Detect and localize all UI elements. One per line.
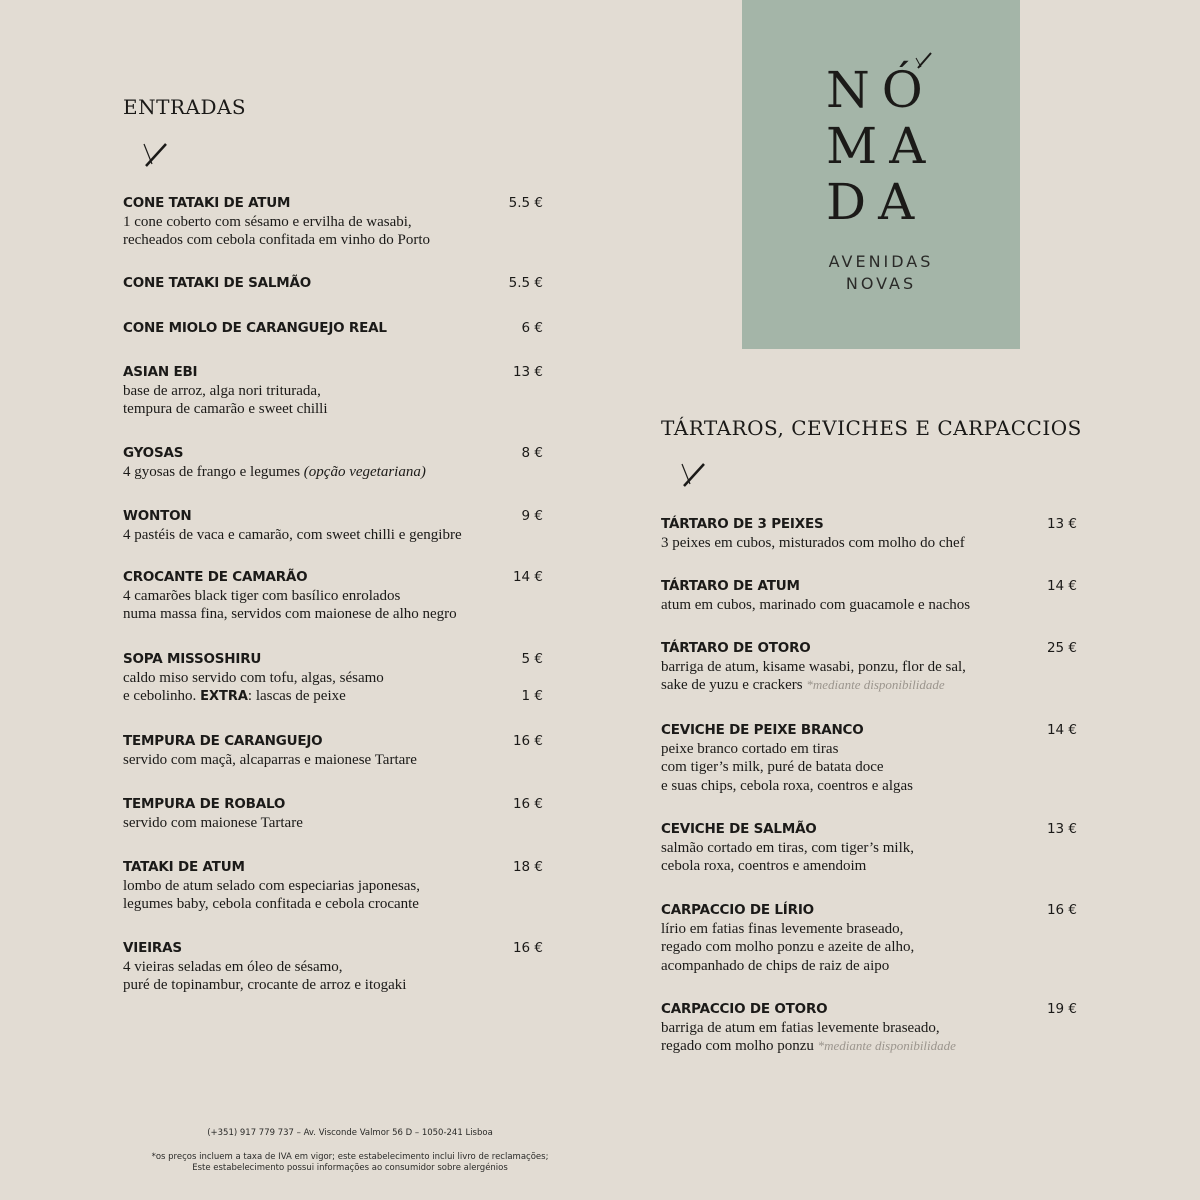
description-text: recheados com cebola confitada em vinho do Porto [123, 232, 430, 248]
description-text: servido com maçã, alcaparras e maionese Tartare [123, 751, 417, 768]
description-text: salmão cortado em tiras, com tiger’s milk, [661, 839, 914, 856]
extra-price: 1 € [521, 688, 543, 704]
item-name: CONE TATAKI DE SALMÃO [123, 275, 312, 291]
menu-item [123, 939, 543, 995]
item-name: CARPACCIO DE LÍRIO [661, 902, 814, 918]
item-name: TÁRTARO DE OTORO [661, 640, 811, 656]
item-name: CONE TATAKI DE ATUM [123, 195, 291, 211]
item-name: CEVICHE DE PEIXE BRANCO [661, 722, 864, 738]
description-text: atum em cubos, marinado com guacamole e nachos [661, 596, 971, 613]
description-text: 4 gyosas de frango e legumes [123, 463, 304, 480]
description-text: peixe branco cortado em tiras [661, 740, 839, 757]
item-price: 19 € [1046, 1001, 1077, 1017]
logo-line: DA [826, 173, 927, 231]
item-price: 8 € [521, 445, 543, 461]
restaurant-logo [742, 0, 1020, 349]
item-name: VIEIRAS [123, 940, 182, 956]
footer-note: *os preços incluem a taxa de IVA em vigor; este estabelecimento inclui livro de reclamações; [151, 1152, 549, 1162]
item-description [661, 676, 1077, 695]
item-description [123, 463, 543, 482]
item-price: 5.5 € [508, 195, 543, 211]
description-text: (opção vegetariana) [303, 463, 426, 480]
item-name: CONE MIOLO DE CARANGUEJO REAL [123, 320, 387, 336]
item-price: 5.5 € [508, 275, 543, 291]
item-price: 16 € [512, 733, 543, 749]
item-description [123, 895, 543, 914]
item-description [123, 382, 543, 401]
item-description [661, 1019, 1077, 1038]
item-name: TÁRTARO DE 3 PEIXES [661, 516, 824, 532]
item-price: 14 € [1046, 578, 1077, 594]
item-description [123, 958, 543, 977]
item-name: CROCANTE DE CAMARÃO [123, 569, 308, 585]
item-description [123, 976, 543, 995]
item-description [123, 877, 543, 896]
item-description [123, 400, 543, 419]
item-price: 6 € [521, 320, 543, 336]
menu-item [123, 194, 543, 250]
logo-subtitle: NOVAS [845, 274, 917, 293]
item-description [123, 814, 543, 833]
menu-item [123, 444, 543, 481]
item-description [661, 777, 1077, 796]
item-price: 13 € [1046, 516, 1077, 532]
item-description [123, 213, 543, 232]
item-description [123, 526, 543, 545]
menu-item [123, 274, 543, 293]
description-text: lombo de atum selado com especiarias japonesas, [123, 877, 420, 894]
chopsticks-icon [140, 140, 170, 170]
description-text: com tiger’s milk, puré de batata doce [661, 759, 884, 775]
description-text: 3 peixes em cubos, misturados com molho do chef [661, 534, 965, 551]
menu-item [123, 363, 543, 419]
menu-item [661, 721, 1077, 795]
description-text: regado com molho ponzu e azeite de alho, [661, 939, 915, 955]
item-description [661, 938, 1077, 957]
item-price: 16 € [1046, 902, 1077, 918]
item-description [123, 231, 543, 250]
description-text: sake de yuzu e crackers [661, 677, 807, 693]
description-text: EXTRA [200, 689, 248, 704]
item-price: 14 € [512, 569, 543, 585]
description-text: e suas chips, cebola roxa, coentros e algas [661, 777, 913, 794]
footer-contact: (+351) 917 779 737 – Av. Visconde Valmor 56 D – 1050-241 Lisboa [207, 1128, 493, 1138]
item-description [661, 1037, 1077, 1056]
logo-line: MA [826, 117, 938, 175]
item-price: 25 € [1046, 640, 1077, 656]
item-description [661, 658, 1077, 677]
item-description [661, 740, 1077, 759]
description-text: servido com maionese Tartare [123, 814, 303, 831]
availability-note: *mediante disponibilidade [817, 1038, 956, 1053]
menu-item [661, 577, 1077, 614]
item-price: 9 € [521, 508, 543, 524]
item-description [661, 534, 1077, 553]
description-text: legumes baby, cebola confitada e cebola crocante [123, 896, 419, 912]
item-price: 16 € [512, 940, 543, 956]
menu-item [123, 507, 543, 544]
description-text: 4 camarões black tiger com basílico enrolados [123, 587, 401, 604]
description-text: 4 vieiras seladas em óleo de sésamo, [123, 958, 343, 975]
description-text: tempura de camarão e sweet chilli [123, 401, 328, 417]
item-description [661, 596, 1077, 615]
item-price: 13 € [512, 364, 543, 380]
logo-subtitle: AVENIDAS [828, 252, 934, 271]
item-name: GYOSAS [123, 445, 184, 461]
item-description [123, 687, 543, 707]
menu-item [123, 568, 543, 624]
item-name: CEVICHE DE SALMÃO [661, 821, 817, 837]
item-description [123, 587, 543, 606]
item-price: 14 € [1046, 722, 1077, 738]
item-price: 13 € [1046, 821, 1077, 837]
description-text: numa massa fina, servidos com maionese de alho negro [123, 606, 457, 622]
item-description [661, 857, 1077, 876]
item-name: WONTON [123, 508, 192, 524]
item-description [661, 839, 1077, 858]
description-text: base de arroz, alga nori triturada, [123, 382, 321, 399]
menu-item [661, 820, 1077, 876]
menu-item [123, 319, 543, 338]
item-description [123, 751, 543, 770]
menu-item [661, 639, 1077, 695]
logo-line: NÓ [826, 61, 935, 119]
menu-item [661, 515, 1077, 552]
menu-item [123, 858, 543, 914]
item-name: TEMPURA DE CARANGUEJO [123, 733, 323, 749]
item-name: CARPACCIO DE OTORO [661, 1001, 828, 1017]
item-description [123, 605, 543, 624]
menu-item [661, 901, 1077, 975]
description-text: cebola roxa, coentros e amendoim [661, 858, 867, 874]
item-description [123, 669, 543, 688]
item-price: 16 € [512, 796, 543, 812]
description-text: puré de topinambur, crocante de arroz e itogaki [123, 977, 407, 993]
item-name: ASIAN EBI [123, 364, 198, 380]
item-name: SOPA MISSOSHIRU [123, 651, 262, 667]
availability-note: *mediante disponibilidade [806, 677, 945, 692]
menu-item [123, 795, 543, 832]
menu-item [661, 1000, 1077, 1056]
item-description [661, 920, 1077, 939]
description-text: acompanhado de chips de raiz de aipo [661, 957, 890, 974]
chopsticks-icon [678, 460, 708, 490]
item-description [661, 957, 1077, 976]
description-text: barriga de atum, kisame wasabi, ponzu, flor de sal, [661, 658, 966, 675]
description-text: : lascas de peixe [247, 688, 346, 704]
description-text: e cebolinho. [123, 688, 201, 704]
description-text: barriga de atum em fatias levemente braseado, [661, 1019, 940, 1036]
description-text: caldo miso servido com tofu, algas, sésamo [123, 669, 384, 686]
item-description [661, 758, 1077, 777]
footer-note: Este estabelecimento possui informações ao consumidor sobre alergénios [192, 1163, 508, 1173]
item-price: 5 € [521, 651, 543, 667]
section-title-entradas: ENTRADAS [123, 95, 247, 119]
menu-item [123, 650, 543, 707]
item-name: TÁRTARO DE ATUM [661, 578, 800, 594]
menu-item [123, 732, 543, 769]
description-text: 4 pastéis de vaca e camarão, com sweet chilli e gengibre [123, 526, 462, 543]
section-title-tartaros: TÁRTAROS, CEVICHES E CARPACCIOS [661, 416, 1082, 440]
description-text: regado com molho ponzu [661, 1038, 818, 1054]
description-text: 1 cone coberto com sésamo e ervilha de wasabi, [123, 213, 412, 230]
item-name: TATAKI DE ATUM [123, 859, 245, 875]
description-text: lírio em fatias finas levemente braseado, [661, 920, 904, 937]
item-price: 18 € [512, 859, 543, 875]
item-name: TEMPURA DE ROBALO [123, 796, 286, 812]
